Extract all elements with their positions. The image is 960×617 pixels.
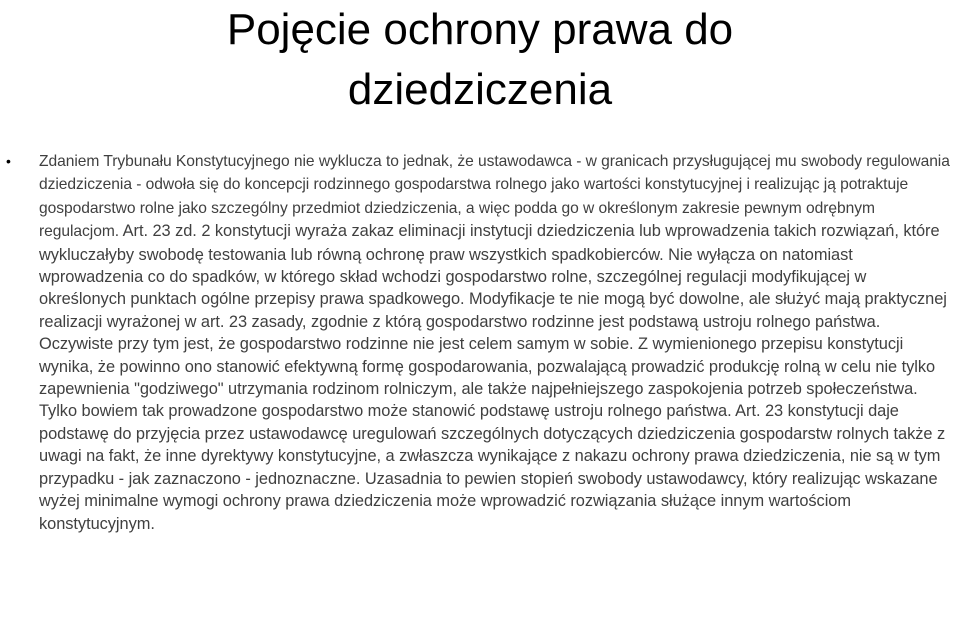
bullet-text-part-2: Art. 23 zd. 2 konstytucji wyraża zakaz eliminacji instytucji dziedziczenia lub wprowadzenia takich rozwiązań, które wykluczałyby swobodę testowania lub równą ochronę praw wszystkich spadkobierców. Nie wyłącza on natomiast wprowadzenia co do spadków, w którego skład wchodzi gospodarstwo rolne, szczególnej regulacji modyfikującej w określonych punktach ogólne przepisy prawa spadkowego. Modyfikacje te nie mogą być dowolne, ale służyć mają praktycznej realizacji wyrażonej w art. 23 zasady, zgodnie z którą gospodarstwo rodzinne jest podstawą ustroju rolnego państwa. Oczywiste przy tym jest, że gospodarstwo rodzinne nie jest celem samym w sobie. Z wymienionego przepisu konstytucji wynika, że powinno ono stanowić efektywną formę gospodarowania, pozwalającą prowadzić produkcję rolną w celu nie tylko zapewnienia "godziwego" utrzymania rodzinom rolniczym, ale także najpełniejszego zaspokojenia potrzeb społeczeństwa. Tylko bowiem tak prowadzone gospodarstwo może stanowić podstawę ustroju rolnego państwa. Art. 23 konstytucji daje podstawę do przyjęcia przez ustawodawcę uregulowań szczególnych dotyczących dziedziczenia gospodarstw rolnych także z uwagi na fakt, że inne dyrektywy konstytucyjne, a zwłaszcza wynikające z nakazu ochrony prawa dziedziczenia, nie są w tym przypadku - jak zaznaczono - jednoznaczne. Uzasadnia to pewien stopień swobody ustawodawcy, który realizując wskazane wyżej minimalne wymogi ochrony prawa dziedziczenia może wprowadzić rozwiązania służące innym wartościom konstytucyjnym. [39,222,947,533]
slide-title [0,0,960,120]
bullet-item [0,150,960,535]
bullet-icon: • [6,153,11,169]
slide-title-line-2: dziedziczenia [347,65,613,114]
slide-title-line-1: Pojęcie ochrony prawa do [226,5,734,54]
bullet-text-part-1: Zdaniem Trybunału Konstytucyjnego nie wyklucza to jednak, że ustawodawca - w granicach przysługującej mu swobody regulowania dziedziczenia - odwoła się do koncepcji rodzinnego gospodarstwa rolnego jako wartości konstytucyjnej i realizując ją potraktuje gospodarstwo rolne jako szczególny przedmiot dziedziczenia, a więc podda go w określonym zakresie pewnym odrębnym regulacjom. [39,153,950,241]
bullet-text [39,150,957,535]
slide-content [0,150,960,535]
